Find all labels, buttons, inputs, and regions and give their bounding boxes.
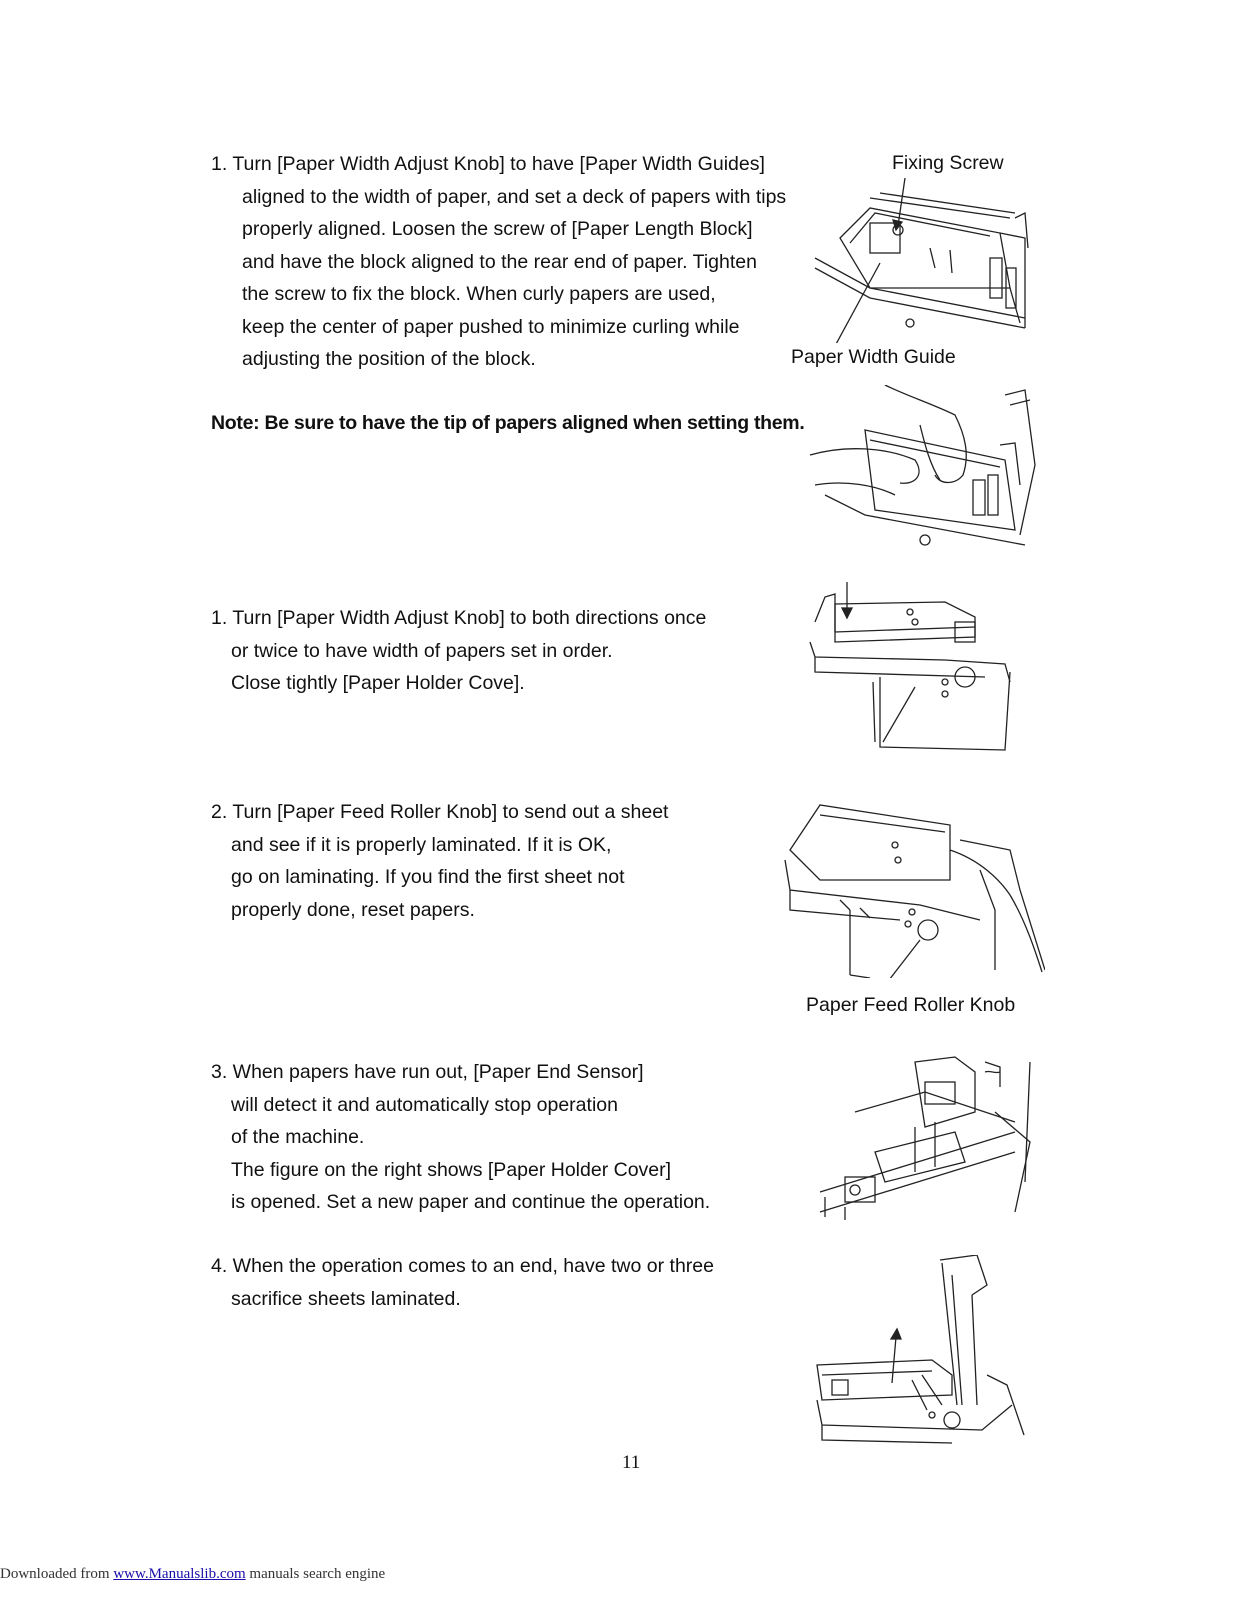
paper-holder-closed-figure xyxy=(805,582,1017,754)
step-2-text xyxy=(211,796,668,926)
paper-feed-roller-knob-label: Paper Feed Roller Knob xyxy=(806,994,1016,1016)
text-line: adjusting the position of the block. xyxy=(242,348,536,370)
text-line: go on laminating. If you find the first sheet not xyxy=(231,866,625,888)
text-line: 2. Turn [Paper Feed Roller Knob] to send out a sheet xyxy=(211,801,669,823)
text-line: properly done, reset papers. xyxy=(231,898,475,921)
step-1-text xyxy=(211,602,706,700)
manualslib-link[interactable]: www.Manualslib.com xyxy=(113,1566,246,1582)
text-line: sacrifice sheets laminated. xyxy=(231,1287,461,1310)
instruction-block-1 xyxy=(211,148,786,376)
text-line: the screw to fix the block. When curly papers are used, xyxy=(242,283,716,305)
text-line: Close tightly [Paper Holder Cove]. xyxy=(231,672,525,694)
text-line: 1. Turn [Paper Width Adjust Knob] to both directions once xyxy=(211,607,707,629)
cover-lifted-figure xyxy=(812,1255,1027,1445)
text-line: and see if it is properly laminated. If it is OK, xyxy=(231,833,612,856)
paper-width-guide-figure xyxy=(810,178,1035,343)
text-line: The figure on the right shows [Paper Holder Cover] xyxy=(231,1158,672,1181)
text-line: 1. Turn [Paper Width Adjust Knob] to have [Paper Width Guides] xyxy=(211,153,765,175)
text-line: is opened. Set a new paper and continue the operation. xyxy=(231,1191,711,1213)
footer-suffix: manuals search engine xyxy=(245,1566,386,1582)
text-line: and have the block aligned to the rear end of paper. Tighten xyxy=(242,250,757,273)
paper-end-sensor-figure xyxy=(815,1052,1037,1222)
footer-prefix: Downloaded from xyxy=(0,1566,114,1582)
step-3-text xyxy=(211,1056,710,1219)
fixing-screw-label: Fixing Screw xyxy=(892,152,1004,174)
paper-width-guide-label: Paper Width Guide xyxy=(791,346,956,368)
text-line: 4. When the operation comes to an end, have two or three xyxy=(211,1255,714,1277)
text-line: will detect it and automatically stop operation xyxy=(231,1093,618,1116)
text-line: keep the center of paper pushed to minimize curling while xyxy=(242,315,740,338)
text-line: aligned to the width of paper, and set a deck of papers with tips xyxy=(242,185,787,208)
download-footer xyxy=(0,1566,385,1583)
text-line: properly aligned. Loosen the screw of [Paper Length Block] xyxy=(242,218,753,240)
page-number: 11 xyxy=(622,1452,641,1473)
paper-feed-roller-figure xyxy=(780,800,1045,978)
text-line: of the machine. xyxy=(231,1126,365,1148)
step-4-text xyxy=(211,1250,714,1315)
text-line: 3. When papers have run out, [Paper End Sensor] xyxy=(211,1061,644,1083)
text-line: or twice to have width of papers set in order. xyxy=(231,639,613,662)
hands-aligning-paper-figure xyxy=(805,385,1037,553)
note-text: Note: Be sure to have the tip of papers aligned when setting them. xyxy=(211,412,805,434)
